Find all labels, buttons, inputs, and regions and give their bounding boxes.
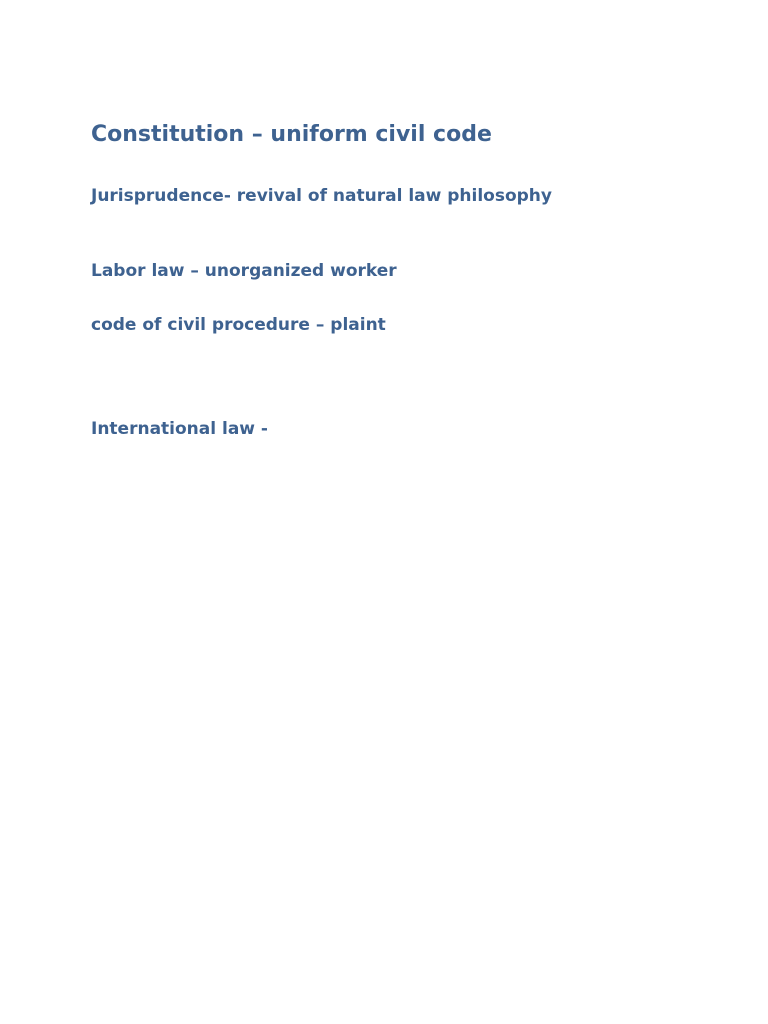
heading-civil-procedure: code of civil procedure – plaint xyxy=(91,315,386,335)
document-title: Constitution – uniform civil code xyxy=(91,122,492,147)
heading-labor-law: Labor law – unorganized worker xyxy=(91,261,397,281)
heading-jurisprudence: Jurisprudence- revival of natural law philosophy xyxy=(91,186,552,206)
heading-international-law: International law - xyxy=(91,419,268,439)
